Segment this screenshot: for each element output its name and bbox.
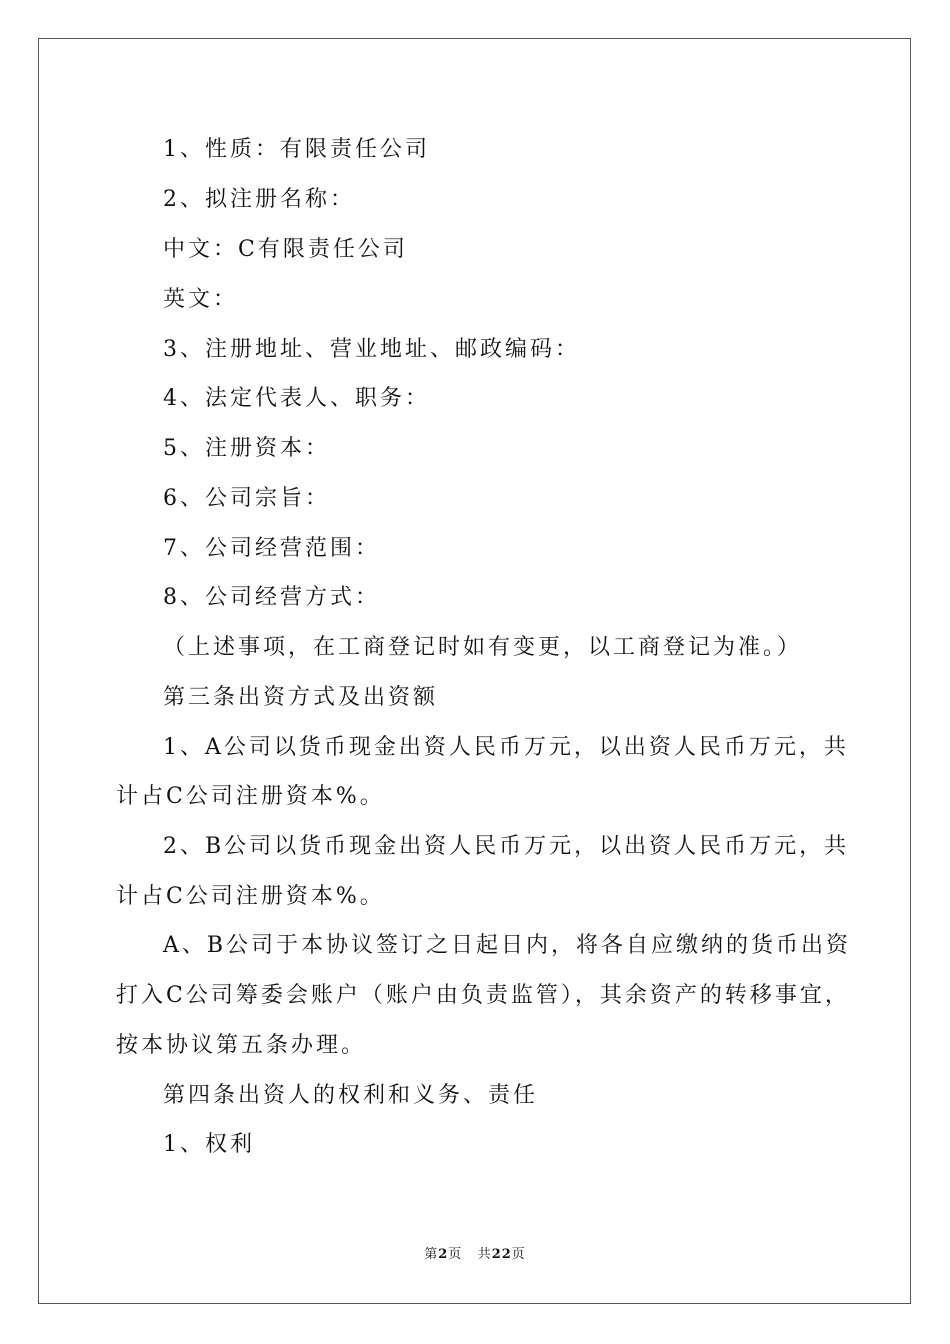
total-suffix: 页: [511, 1247, 526, 1262]
text-line: 按本协议第五条办理。: [116, 1033, 367, 1058]
text-line: 中文：C有限责任公司: [163, 237, 408, 262]
total-prefix: 共: [477, 1247, 492, 1262]
text-line: 英文：: [163, 287, 239, 312]
text-line: 1、性质：有限责任公司: [163, 137, 430, 162]
text-line: 计占C公司注册资本%。: [116, 884, 385, 909]
text-line: 6、公司宗旨：: [163, 486, 330, 511]
text-line: 2、B公司以货币现金出资人民币万元，以出资人民币万元，共: [163, 834, 850, 859]
page-suffix: 页: [448, 1247, 463, 1262]
page-prefix: 第: [424, 1247, 439, 1262]
section-heading: 第三条出资方式及出资额: [163, 685, 439, 710]
page-frame: [38, 38, 911, 1304]
text-line: A、B公司于本协议签订之日起日内，将各自应缴纳的货币出资: [163, 933, 852, 958]
page-footer: [0, 1246, 950, 1264]
text-line: 4、法定代表人、职务：: [163, 386, 430, 411]
text-line: 2、拟注册名称：: [163, 187, 355, 212]
text-line: 计占C公司注册资本%。: [116, 784, 385, 809]
text-line: 8、公司经营方式：: [163, 585, 380, 610]
text-line: 1、权利: [163, 1132, 255, 1157]
text-line: 7、公司经营范围：: [163, 536, 380, 561]
total-pages: 22: [491, 1247, 512, 1262]
text-line: 打入C公司筹委会账户（账户由负责监管），其余资产的转移事宜，: [116, 983, 850, 1008]
page-number: 2: [438, 1247, 449, 1262]
text-line: 5、注册资本：: [163, 436, 330, 461]
text-line: 1、A公司以货币现金出资人民币万元，以出资人民币万元，共: [163, 735, 849, 760]
section-heading: 第四条出资人的权利和义务、责任: [163, 1083, 539, 1108]
text-line: （上述事项，在工商登记时如有变更，以工商登记为准。）: [163, 635, 803, 660]
text-line: 3、注册地址、营业地址、邮政编码：: [163, 337, 580, 362]
